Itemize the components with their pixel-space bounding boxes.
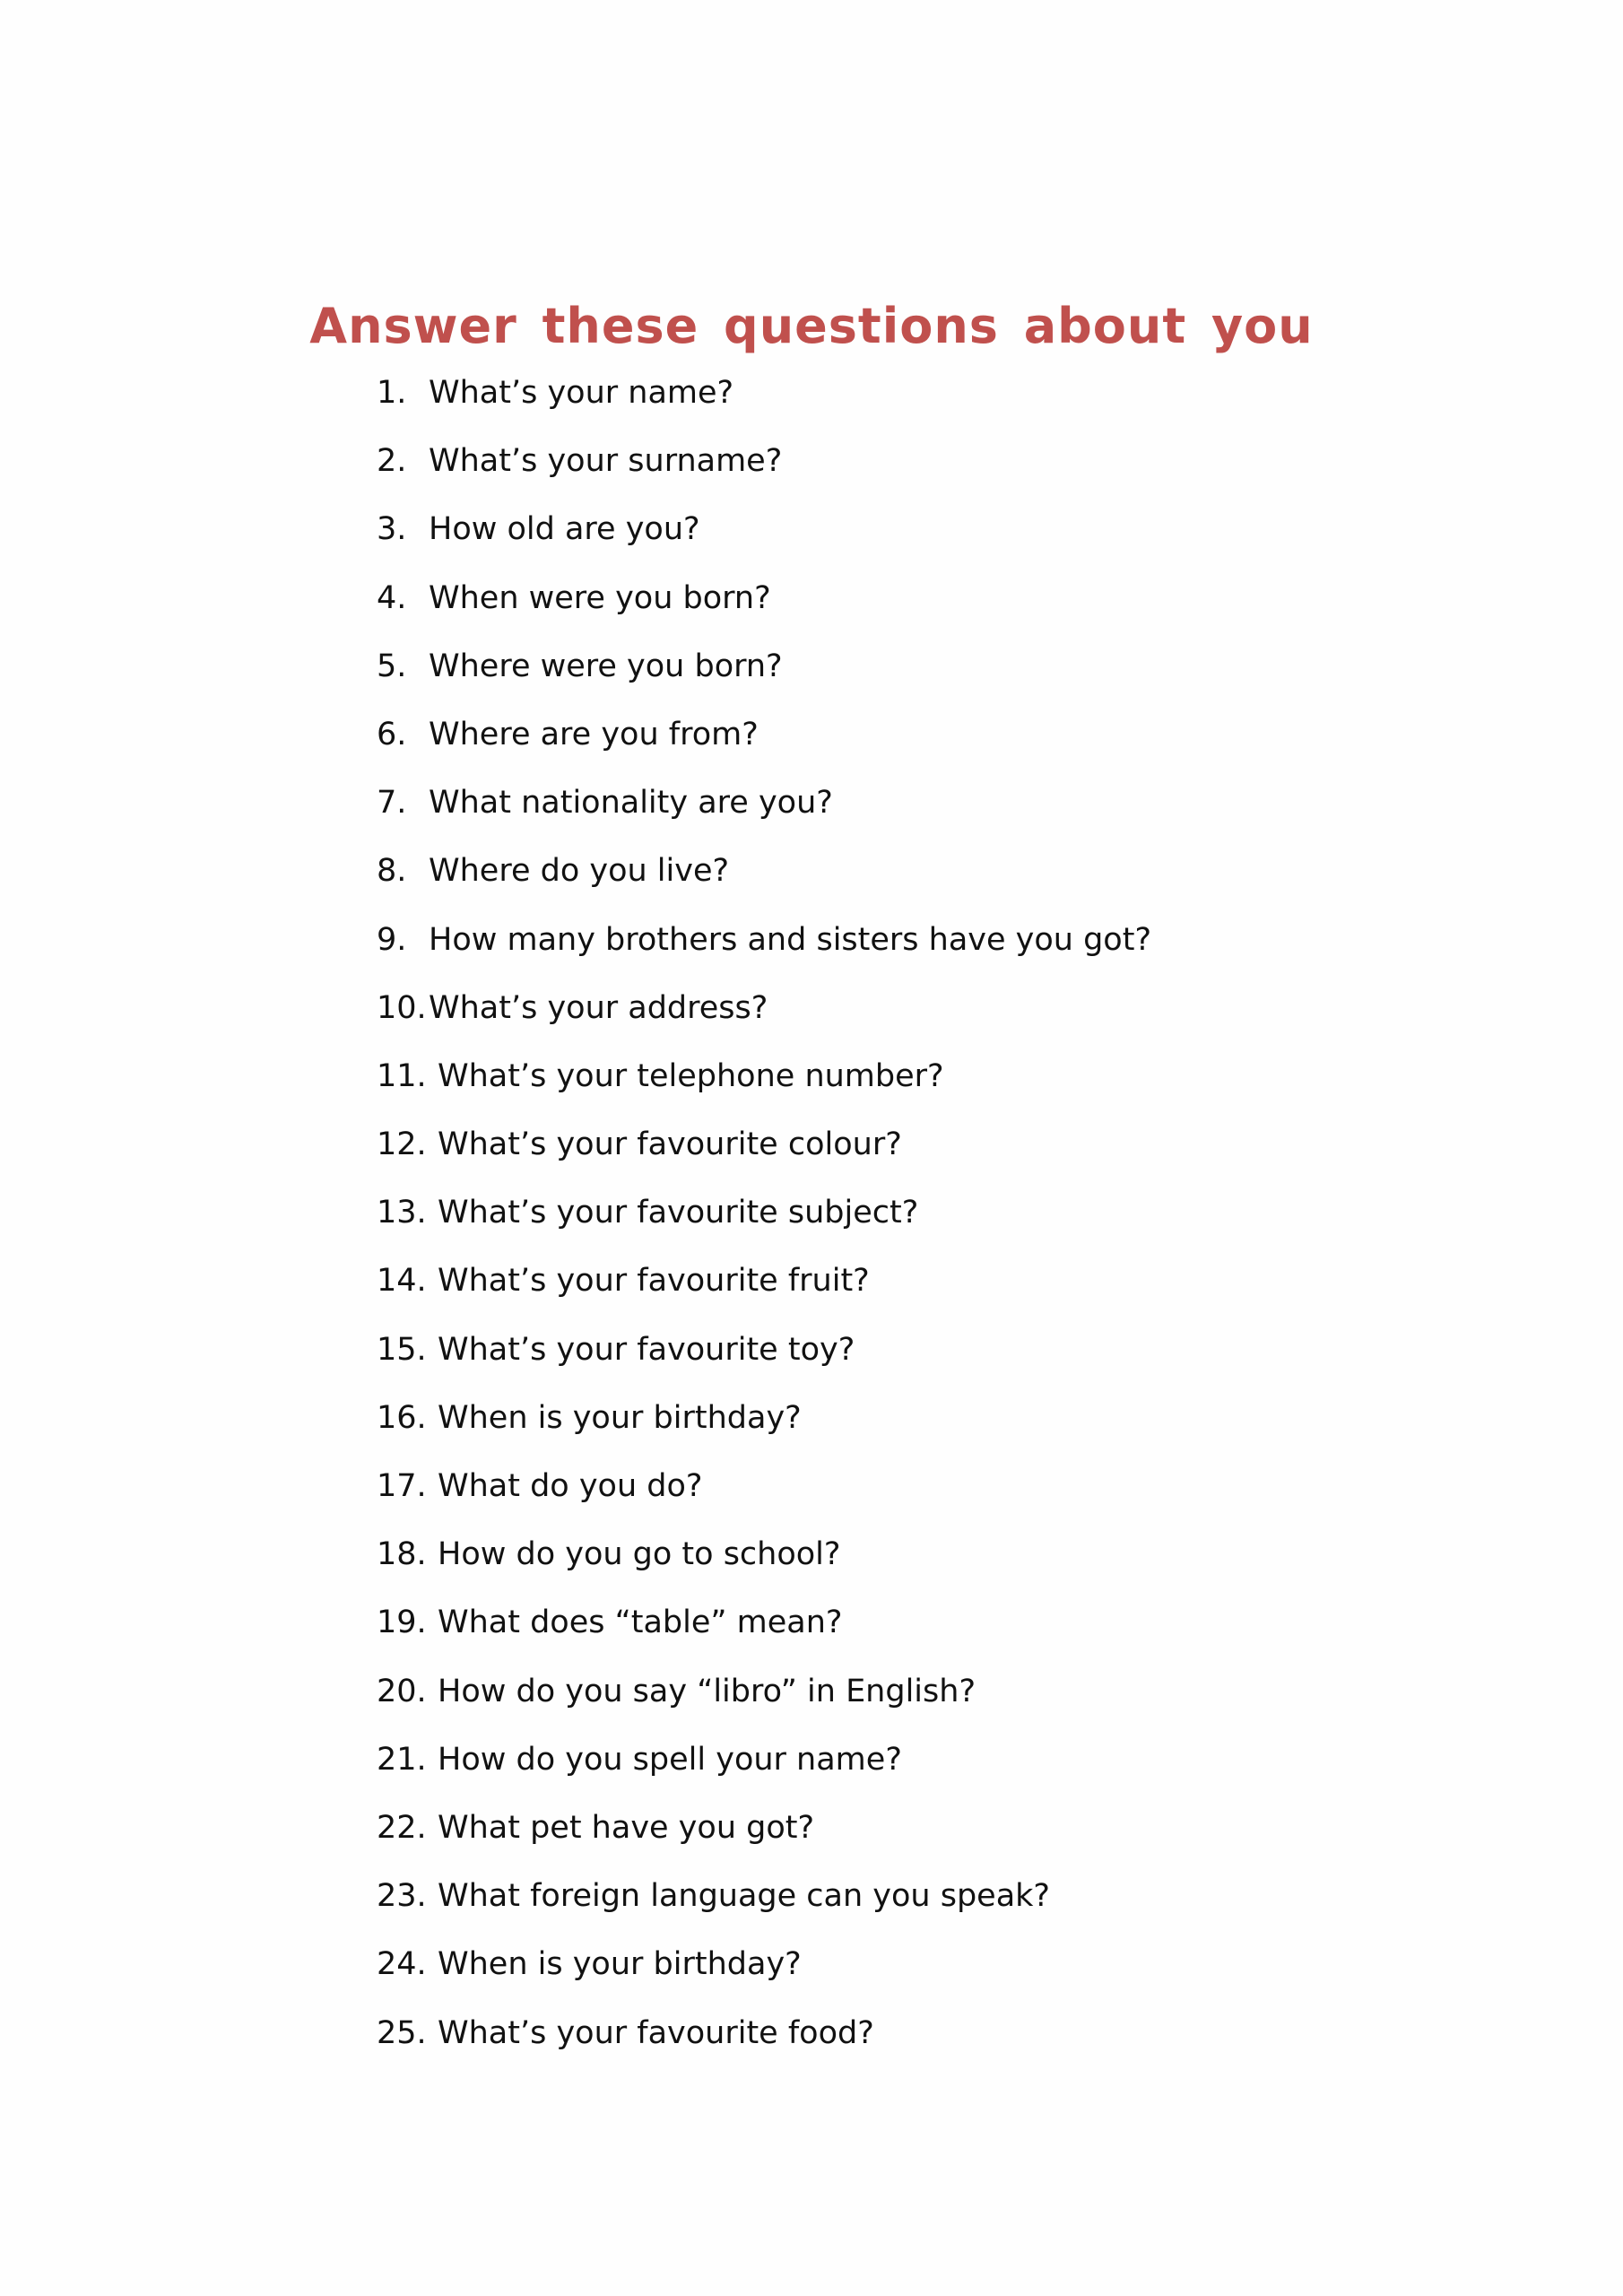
question-item — [377, 779, 1151, 848]
question-text: Where are you from? — [429, 716, 759, 752]
question-item — [377, 1873, 1151, 1941]
question-text: What foreign language can you speak? — [438, 1878, 1051, 1915]
question-number: 21. — [377, 1741, 427, 1778]
question-number: 11. — [377, 1057, 427, 1094]
question-item — [377, 985, 1151, 1053]
question-number: 19. — [377, 1605, 427, 1641]
question-text: What nationality are you? — [429, 785, 833, 822]
question-item — [377, 1941, 1151, 2009]
question-item — [377, 1053, 1151, 1121]
question-item — [377, 1531, 1151, 1599]
question-item — [377, 711, 1151, 779]
question-item — [377, 1121, 1151, 1189]
question-number: 13. — [377, 1195, 427, 1231]
question-number: 25. — [377, 2014, 427, 2051]
question-text: What’s your favourite toy? — [438, 1331, 855, 1368]
question-text: How do you go to school? — [438, 1536, 841, 1573]
question-text: What do you do? — [438, 1468, 703, 1504]
question-text: What pet have you got? — [438, 1809, 815, 1846]
question-number: 4. — [377, 579, 407, 616]
question-text: How old are you? — [429, 511, 700, 548]
question-number: 14. — [377, 1263, 427, 1300]
question-number: 3. — [377, 511, 407, 548]
question-text: What’s your surname? — [429, 443, 783, 480]
question-number: 8. — [377, 853, 407, 890]
question-text: When is your birthday? — [438, 1399, 802, 1436]
question-text: What’s your name? — [429, 375, 734, 411]
question-item — [377, 643, 1151, 711]
question-item — [377, 1668, 1151, 1736]
question-text: How do you say “libro” in English? — [438, 1673, 976, 1709]
question-number: 2. — [377, 443, 407, 480]
question-number: 22. — [377, 1809, 427, 1846]
question-text: How many brothers and sisters have you got? — [429, 921, 1152, 958]
question-number: 9. — [377, 921, 407, 958]
question-text: When is your birthday? — [438, 1946, 802, 1983]
question-text: What’s your favourite fruit? — [438, 1263, 870, 1300]
question-number: 5. — [377, 648, 407, 684]
question-number: 12. — [377, 1126, 427, 1163]
question-number: 6. — [377, 716, 407, 752]
question-text: Where do you live? — [429, 853, 730, 890]
question-item — [377, 1395, 1151, 1463]
question-number: 24. — [377, 1946, 427, 1983]
question-text: What’s your favourite food? — [438, 2014, 874, 2051]
question-text: When were you born? — [429, 579, 771, 616]
question-text: What does “table” mean? — [438, 1605, 843, 1641]
question-item — [377, 438, 1151, 506]
question-item — [377, 1805, 1151, 1873]
question-number: 16. — [377, 1399, 427, 1436]
question-number: 10. — [377, 989, 427, 1026]
question-text: What’s your favourite subject? — [438, 1195, 919, 1231]
question-item — [377, 506, 1151, 574]
question-text: Where were you born? — [429, 648, 783, 684]
worksheet-title: Answer these questions about you — [309, 298, 1314, 355]
question-text: What’s your favourite colour? — [438, 1126, 902, 1163]
question-item — [377, 1326, 1151, 1395]
question-item — [377, 2010, 1151, 2078]
question-number: 15. — [377, 1331, 427, 1368]
question-number: 7. — [377, 785, 407, 822]
question-item — [377, 1189, 1151, 1257]
question-text: What’s your telephone number? — [438, 1057, 944, 1094]
question-item — [377, 370, 1151, 438]
question-number: 17. — [377, 1468, 427, 1504]
question-text: What’s your address? — [429, 989, 768, 1026]
question-item — [377, 1257, 1151, 1326]
question-number: 23. — [377, 1878, 427, 1915]
question-item — [377, 1736, 1151, 1805]
question-item — [377, 848, 1151, 916]
question-number: 18. — [377, 1536, 427, 1573]
question-list — [377, 370, 1151, 2078]
question-number: 1. — [377, 375, 407, 411]
question-item — [377, 917, 1151, 985]
question-item — [377, 1463, 1151, 1531]
question-number: 20. — [377, 1673, 427, 1709]
question-text: How do you spell your name? — [438, 1741, 902, 1778]
question-item — [377, 1599, 1151, 1667]
question-item — [377, 575, 1151, 643]
